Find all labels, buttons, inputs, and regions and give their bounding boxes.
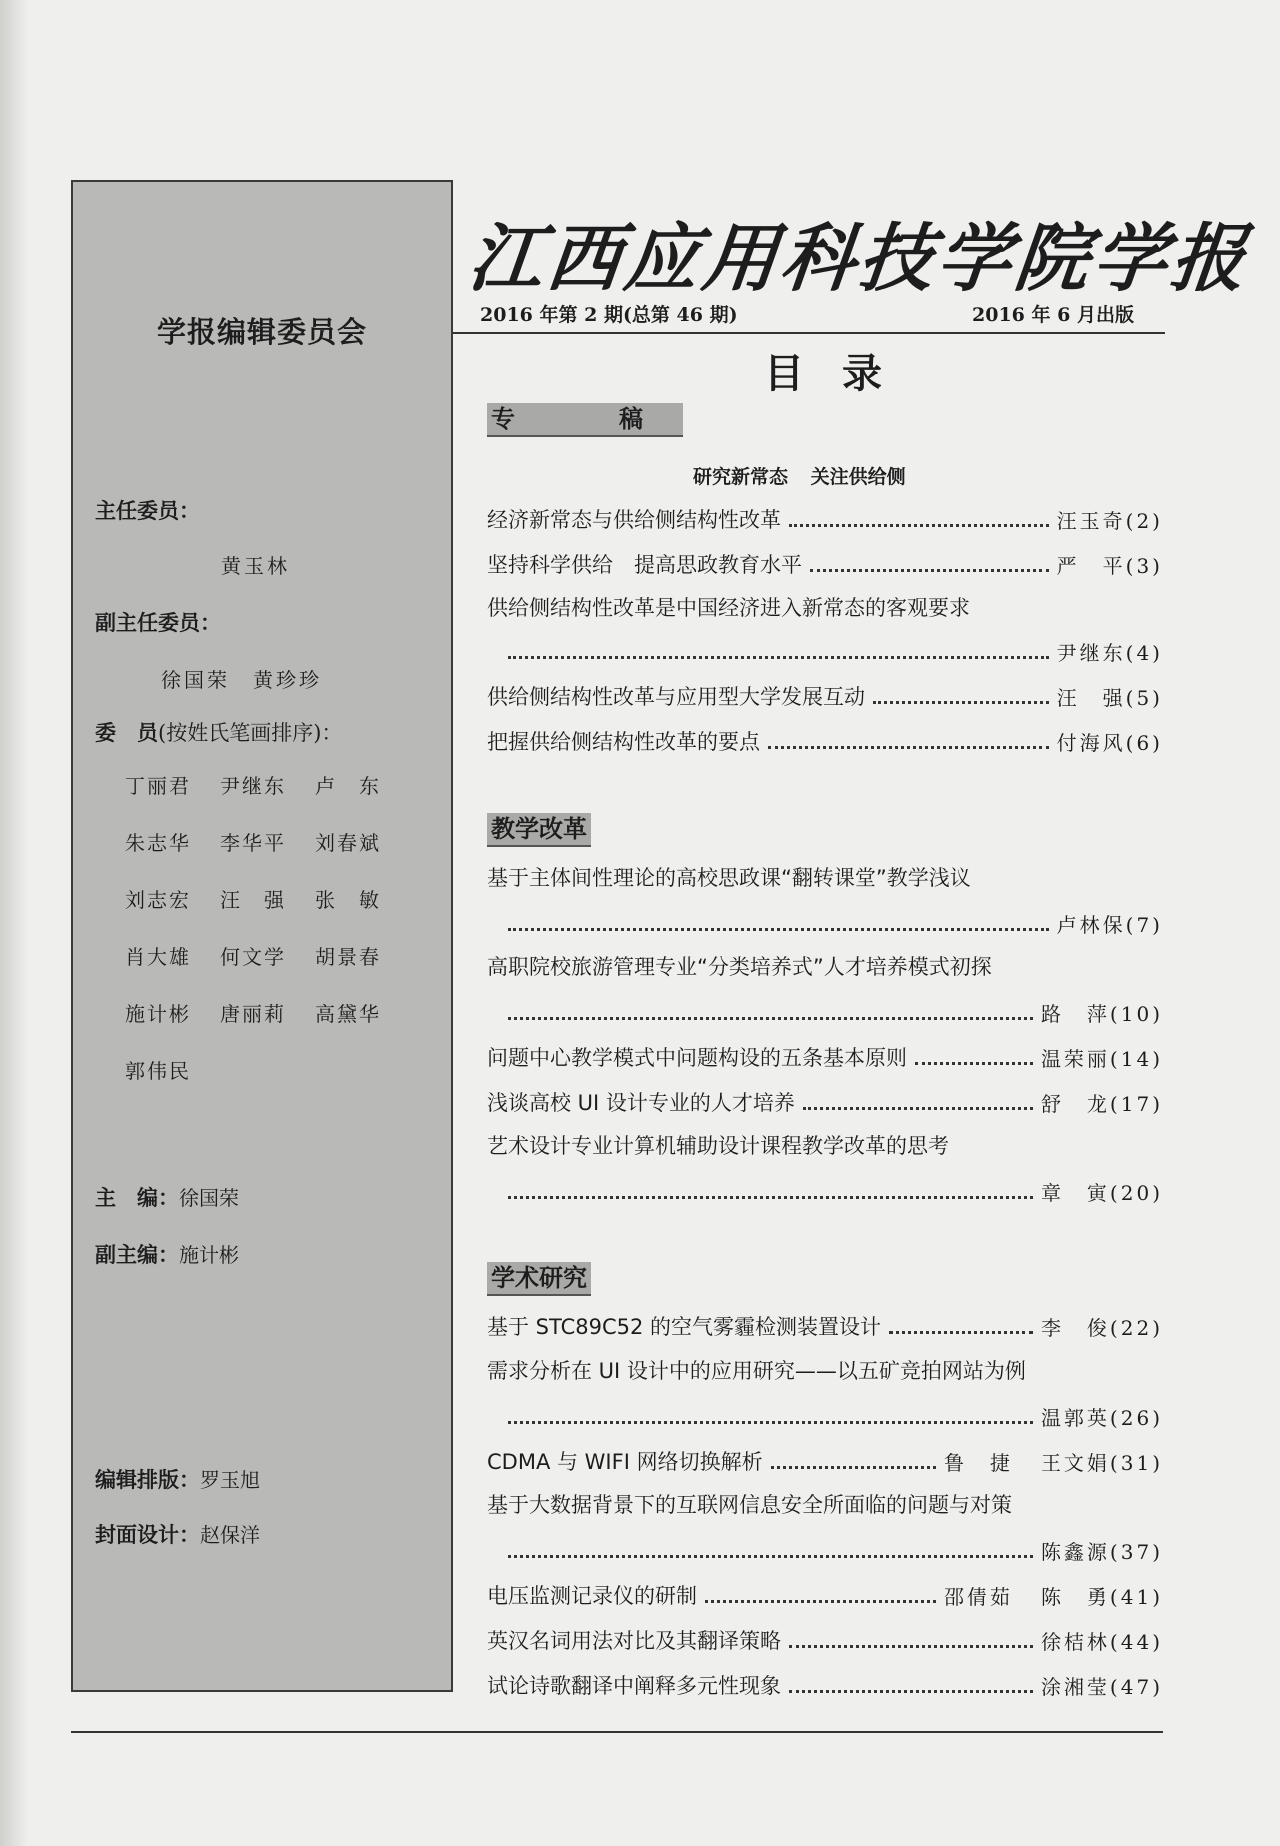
cover-line bbox=[95, 1519, 260, 1549]
toc-entry[interactable] bbox=[487, 1083, 1163, 1117]
entry-title: CDMA 与 WIFI 网络切换解析 bbox=[487, 1450, 763, 1474]
editor-label: 主 编： bbox=[95, 1186, 179, 1210]
leader-dots bbox=[873, 700, 1049, 704]
toc-entry[interactable] bbox=[487, 1307, 1163, 1341]
member-name: 汪 强 bbox=[220, 888, 286, 912]
member-name: 李华平 bbox=[220, 831, 286, 855]
member-name: 张 敏 bbox=[315, 888, 381, 912]
entry-title: 经济新常态与供给侧结构性改革 bbox=[487, 508, 781, 532]
layout-name: 罗玉旭 bbox=[200, 1468, 260, 1492]
toc-entry[interactable] bbox=[487, 722, 1163, 756]
entry-author-page: 汪 强(5) bbox=[1056, 686, 1163, 710]
member-name: 朱志华 bbox=[125, 831, 191, 855]
footer-divider bbox=[71, 1731, 1163, 1733]
member-name: 郭伟民 bbox=[125, 1059, 191, 1083]
leader-dots bbox=[789, 1689, 1033, 1693]
member-list bbox=[125, 770, 425, 1112]
entry-title: 浅谈高校 UI 设计专业的人才培养 bbox=[487, 1091, 795, 1115]
toc-title: 目录 bbox=[764, 351, 920, 397]
entry-author-page: 温郭英(26) bbox=[1040, 1406, 1163, 1430]
toc-entry[interactable] bbox=[487, 1038, 1163, 1072]
entry-author-page: 章 寅(20) bbox=[1040, 1181, 1163, 1205]
members-label bbox=[95, 717, 342, 747]
member-name: 何文学 bbox=[220, 945, 286, 969]
layout-label: 编辑排版： bbox=[95, 1468, 200, 1492]
member-name: 刘春斌 bbox=[315, 831, 381, 855]
leader-dots bbox=[915, 1061, 1033, 1065]
member-name: 尹继东 bbox=[220, 774, 286, 798]
entry-author-page: 尹继东(4) bbox=[1056, 641, 1163, 665]
member-name: 肖大雄 bbox=[125, 945, 191, 969]
entry-title: 把握供给侧结构性改革的要点 bbox=[487, 730, 760, 754]
entry-title: 问题中心教学模式中问题构设的五条基本原则 bbox=[487, 1046, 907, 1070]
member-name: 卢 东 bbox=[315, 774, 381, 798]
member-name: 唐丽莉 bbox=[220, 1002, 286, 1026]
leader-dots bbox=[789, 1644, 1033, 1648]
entry-title[interactable]: 艺术设计专业计算机辅助设计课程教学改革的思考 bbox=[487, 1134, 949, 1158]
director-label: 主任委员： bbox=[95, 499, 200, 523]
entry-title: 试论诗歌翻译中阐释多元性现象 bbox=[487, 1674, 781, 1698]
entry-title: 电压监测记录仪的研制 bbox=[487, 1584, 697, 1608]
leader-dots bbox=[789, 523, 1049, 527]
editor-line bbox=[95, 1182, 239, 1212]
toc-entry[interactable] bbox=[500, 993, 1163, 1027]
entry-title[interactable]: 供给侧结构性改革是中国经济进入新常态的客观要求 bbox=[487, 596, 970, 620]
toc-entry[interactable] bbox=[487, 1621, 1163, 1655]
leader-dots bbox=[889, 1330, 1033, 1334]
entry-title: 基于 STC89C52 的空气雾霾检测装置设计 bbox=[487, 1315, 882, 1339]
section-subhead: 研究新常态 关注供给侧 bbox=[693, 466, 906, 488]
leader-dots bbox=[508, 1420, 1033, 1424]
section-tag-special: 专 稿 bbox=[487, 403, 683, 437]
header-divider bbox=[453, 332, 1165, 334]
toc-entry[interactable] bbox=[500, 632, 1163, 666]
member-name: 胡景春 bbox=[315, 945, 381, 969]
deputy-editor-label: 副主编： bbox=[95, 1243, 179, 1267]
layout-line bbox=[95, 1464, 260, 1494]
cover-label: 封面设计： bbox=[95, 1523, 200, 1547]
vice-director-label: 副主任委员： bbox=[95, 611, 221, 635]
deputy-editor-name: 施计彬 bbox=[179, 1243, 239, 1267]
entry-author-page: 陈鑫源(37) bbox=[1040, 1540, 1163, 1564]
issue-number: 2016 年第 2 期(总第 46 期) bbox=[480, 304, 738, 326]
leader-dots bbox=[508, 1554, 1033, 1558]
entry-author-page: 陈 勇(41) bbox=[1040, 1585, 1163, 1609]
entry-author-page: 舒 龙(17) bbox=[1040, 1092, 1163, 1116]
leader-dots bbox=[508, 1195, 1033, 1199]
entry-title[interactable]: 高职院校旅游管理专业“分类培养式”人才培养模式初探 bbox=[487, 955, 992, 979]
entry-author-page: 温荣丽(14) bbox=[1040, 1047, 1163, 1071]
entry-title: 供给侧结构性改革与应用型大学发展互动 bbox=[487, 685, 865, 709]
committee-title: 学报编辑委员会 bbox=[156, 315, 367, 349]
publication-date: 2016 年 6 月出版 bbox=[972, 304, 1134, 326]
entry-title[interactable]: 需求分析在 UI 设计中的应用研究——以五矿竞拍网站为例 bbox=[487, 1359, 1026, 1383]
page-edge-shadow bbox=[0, 0, 28, 1846]
entry-first-author: 鲁 捷 bbox=[943, 1451, 1013, 1475]
entry-author-page: 严 平(3) bbox=[1056, 554, 1163, 578]
entry-title: 坚持科学供给 提高思政教育水平 bbox=[487, 553, 802, 577]
toc-entry[interactable] bbox=[487, 1442, 1163, 1476]
members-label-text: 委 员 bbox=[95, 721, 158, 745]
editorial-committee-panel bbox=[71, 180, 453, 1692]
cover-name: 赵保洋 bbox=[200, 1523, 260, 1547]
entry-author-page: 涂湘莹(47) bbox=[1040, 1675, 1163, 1699]
entry-first-author: 邵倩茹 bbox=[943, 1585, 1013, 1609]
toc-entry[interactable] bbox=[500, 1397, 1163, 1431]
entry-author-page: 路 萍(10) bbox=[1040, 1002, 1163, 1026]
toc-entry[interactable] bbox=[487, 1576, 1163, 1610]
entry-author-page: 王文娟(31) bbox=[1040, 1451, 1163, 1475]
vice-director-names: 徐国荣 黄珍珍 bbox=[161, 668, 322, 692]
member-name: 刘志宏 bbox=[125, 888, 191, 912]
member-name: 施计彬 bbox=[125, 1002, 191, 1026]
section-tag-teaching: 教学改革 bbox=[487, 813, 591, 847]
entry-author-page: 李 俊(22) bbox=[1040, 1316, 1163, 1340]
members-note: (按姓氏笔画排序)： bbox=[158, 721, 343, 745]
member-name: 丁丽君 bbox=[125, 774, 191, 798]
toc-entry[interactable] bbox=[487, 677, 1163, 711]
director-name: 黄玉林 bbox=[221, 554, 290, 578]
leader-dots bbox=[508, 1016, 1033, 1020]
editor-name: 徐国荣 bbox=[179, 1186, 239, 1210]
toc-entry[interactable] bbox=[500, 1531, 1163, 1565]
leader-dots bbox=[705, 1599, 936, 1603]
toc-entry[interactable] bbox=[500, 1172, 1163, 1206]
journal-title: 江西应用科技学院学报 bbox=[464, 216, 1254, 302]
leader-dots bbox=[771, 1465, 936, 1469]
entry-author-page: 汪玉奇(2) bbox=[1056, 509, 1163, 533]
leader-dots bbox=[508, 655, 1049, 659]
toc-entry[interactable] bbox=[487, 1666, 1163, 1700]
leader-dots bbox=[508, 927, 1049, 931]
entry-author-page: 卢林保(7) bbox=[1056, 913, 1163, 937]
entry-author-page: 付海风(6) bbox=[1056, 731, 1163, 755]
leader-dots bbox=[768, 745, 1049, 749]
entry-author-page: 徐桔林(44) bbox=[1040, 1630, 1163, 1654]
leader-dots bbox=[803, 1106, 1033, 1110]
entry-title[interactable]: 基于大数据背景下的互联网信息安全所面临的问题与对策 bbox=[487, 1493, 1012, 1517]
toc-entry[interactable] bbox=[487, 545, 1163, 579]
member-name: 高黛华 bbox=[315, 1002, 381, 1026]
entry-title: 英汉名词用法对比及其翻译策略 bbox=[487, 1629, 781, 1653]
entry-title[interactable]: 基于主体间性理论的高校思政课“翻转课堂”教学浅议 bbox=[487, 866, 971, 890]
section-tag-research: 学术研究 bbox=[487, 1262, 591, 1296]
leader-dots bbox=[810, 568, 1049, 572]
toc-entry[interactable] bbox=[500, 904, 1163, 938]
deputy-editor-line bbox=[95, 1239, 239, 1269]
toc-entry[interactable] bbox=[487, 500, 1163, 534]
